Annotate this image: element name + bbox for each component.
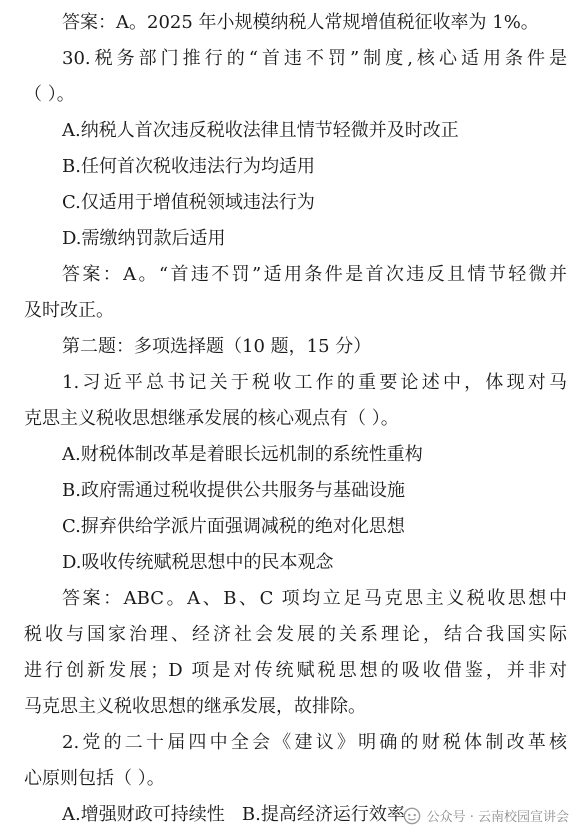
wechat-official-account-icon <box>403 807 421 825</box>
question-30-stem-2: （ ）。 <box>24 84 75 105</box>
mq1-option-b: B.政府需通过税收提供公共服务与基础设施 <box>62 480 405 501</box>
mq1-option-a: A.财税体制改革是着眼长远机制的系统性重构 <box>62 444 423 465</box>
question-30-option-c: C.仅适用于增值税领域违法行为 <box>62 192 315 213</box>
watermark <box>403 806 569 825</box>
question-30-option-b: B.任何首次税收违法行为均适用 <box>62 156 315 177</box>
answer-30-line-2: 及时改正。 <box>24 300 114 321</box>
mq1-answer-1: 答案：ABC。A、B、C 项均立足马克思主义税收思想中 <box>62 588 567 609</box>
mq1-answer-2: 税收与国家治理、经济社会发展的关系理论，结合我国实际 <box>24 624 567 645</box>
mq1-answer-3: 进行创新发展；D 项是对传统赋税思想的吸收借鉴，并非对 <box>24 660 567 681</box>
mq1-stem-1: 1.习近平总书记关于税收工作的重要论述中，体现对马 <box>62 372 567 393</box>
question-30-option-d: D.需缴纳罚款后适用 <box>62 228 226 249</box>
mq1-stem-2: 克思主义税收思想继承发展的核心观点有（ ）。 <box>24 408 399 429</box>
mq1-answer-4: 马克思主义税收思想的继承发展，故排除。 <box>24 696 366 717</box>
section-heading: 第二题：多项选择题（10 题，15 分） <box>62 336 372 357</box>
watermark-text: 公众号 · 云南校园宣讲会 <box>426 810 569 825</box>
question-30-stem-1: 30.税务部门推行的“首违不罚”制度,核心适用条件是 <box>62 48 567 69</box>
mq2-stem-1: 2.党的二十届四中全会《建议》明确的财税体制改革核 <box>62 732 567 753</box>
mq2-stem-2: 心原则包括（ ）。 <box>24 768 165 789</box>
mq2-options-ab: A.增强财政可持续性 B.提高经济运行效率 <box>62 804 405 825</box>
question-30-option-a: A.纳税人首次违反税收法律且情节轻微并及时改正 <box>62 120 459 141</box>
mq1-option-c: C.摒弃供给学派片面强调减税的绝对化思想 <box>62 516 405 537</box>
answer-30-line-1: 答案：A。“首违不罚”适用条件是首次违反且情节轻微并 <box>62 264 567 285</box>
answer-29: 答案：A。2025 年小规模纳税人常规增值税征收率为 1%。 <box>62 12 539 33</box>
mq1-option-d: D.吸收传统赋税思想中的民本观念 <box>62 552 334 573</box>
